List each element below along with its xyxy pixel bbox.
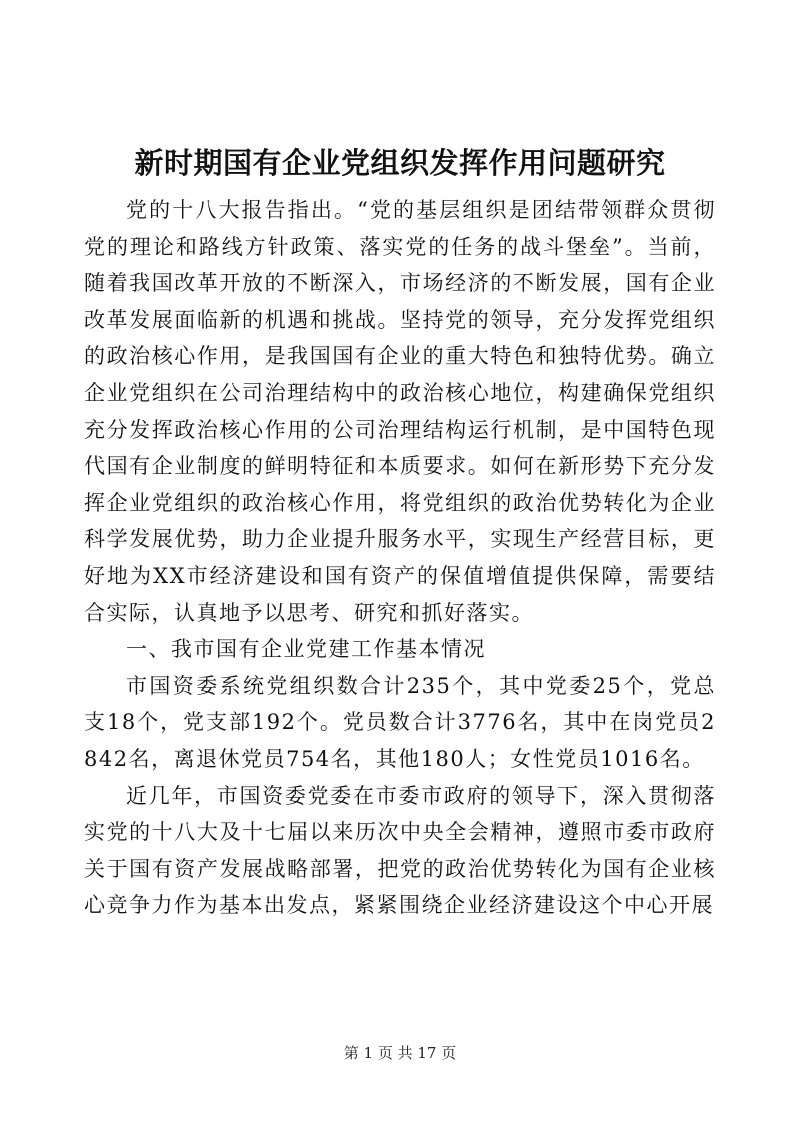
paragraph-intro: 党的十八大报告指出。“党的基层组织是团结带领群众贯彻党的理论和路线方针政策、落实党的任务的战斗堡垒”。当前，随着我国改革开放的不断深入，市场经济的不断发展，国有企业改革发展面临新的机遇和挑战。坚持党的领导，充分发挥党组织的政治核心作用，是我国国有企业的重大特色和独特优势。确立企业党组织在公司治理结构中的政治核心地位，构建确保党组织充分发挥政治核心作用的公司治理结构运行机制，是中国特色现代国有企业制度的鲜明特征和本质要求。如何在新形势下充分发挥企业党组织的政治核心作用，将党组织的政治优势转化为企业科学发展优势，助力企业提升服务水平，实现生产经营目标，更好地为XX市经济建设和国有资产的保值增值提供保障，需要结合实际，认真地予以思考、研究和抓好落实。 (84, 198, 716, 625)
document-title: 新时期国有企业党组织发挥作用问题研究 (134, 146, 666, 180)
document-body (84, 192, 716, 924)
section-heading: 一、我市国有企业党建工作基本情况 (126, 637, 486, 662)
paragraph-recent-years: 近几年，市国资委党委在市委市政府的领导下，深入贯彻落实党的十八大及十七届以来历次中央全会精神，遵照市委市政府关于国有资产发展战略部署，把党的政治优势转化为国有企业核心竞争力作为基本出发点，紧紧围绕企业经济建设这个中心开展 (84, 783, 716, 918)
paragraph-statistics: 市国资委系统党组织数合计235个，其中党委25个，党总支18个，党支部192个。党员数合计3776名，其中在岗党员2842名，离退休党员754名，其他180人；女性党员1016名。 (84, 673, 716, 771)
page-footer: 第 1 页 共 17 页 (343, 1044, 457, 1062)
